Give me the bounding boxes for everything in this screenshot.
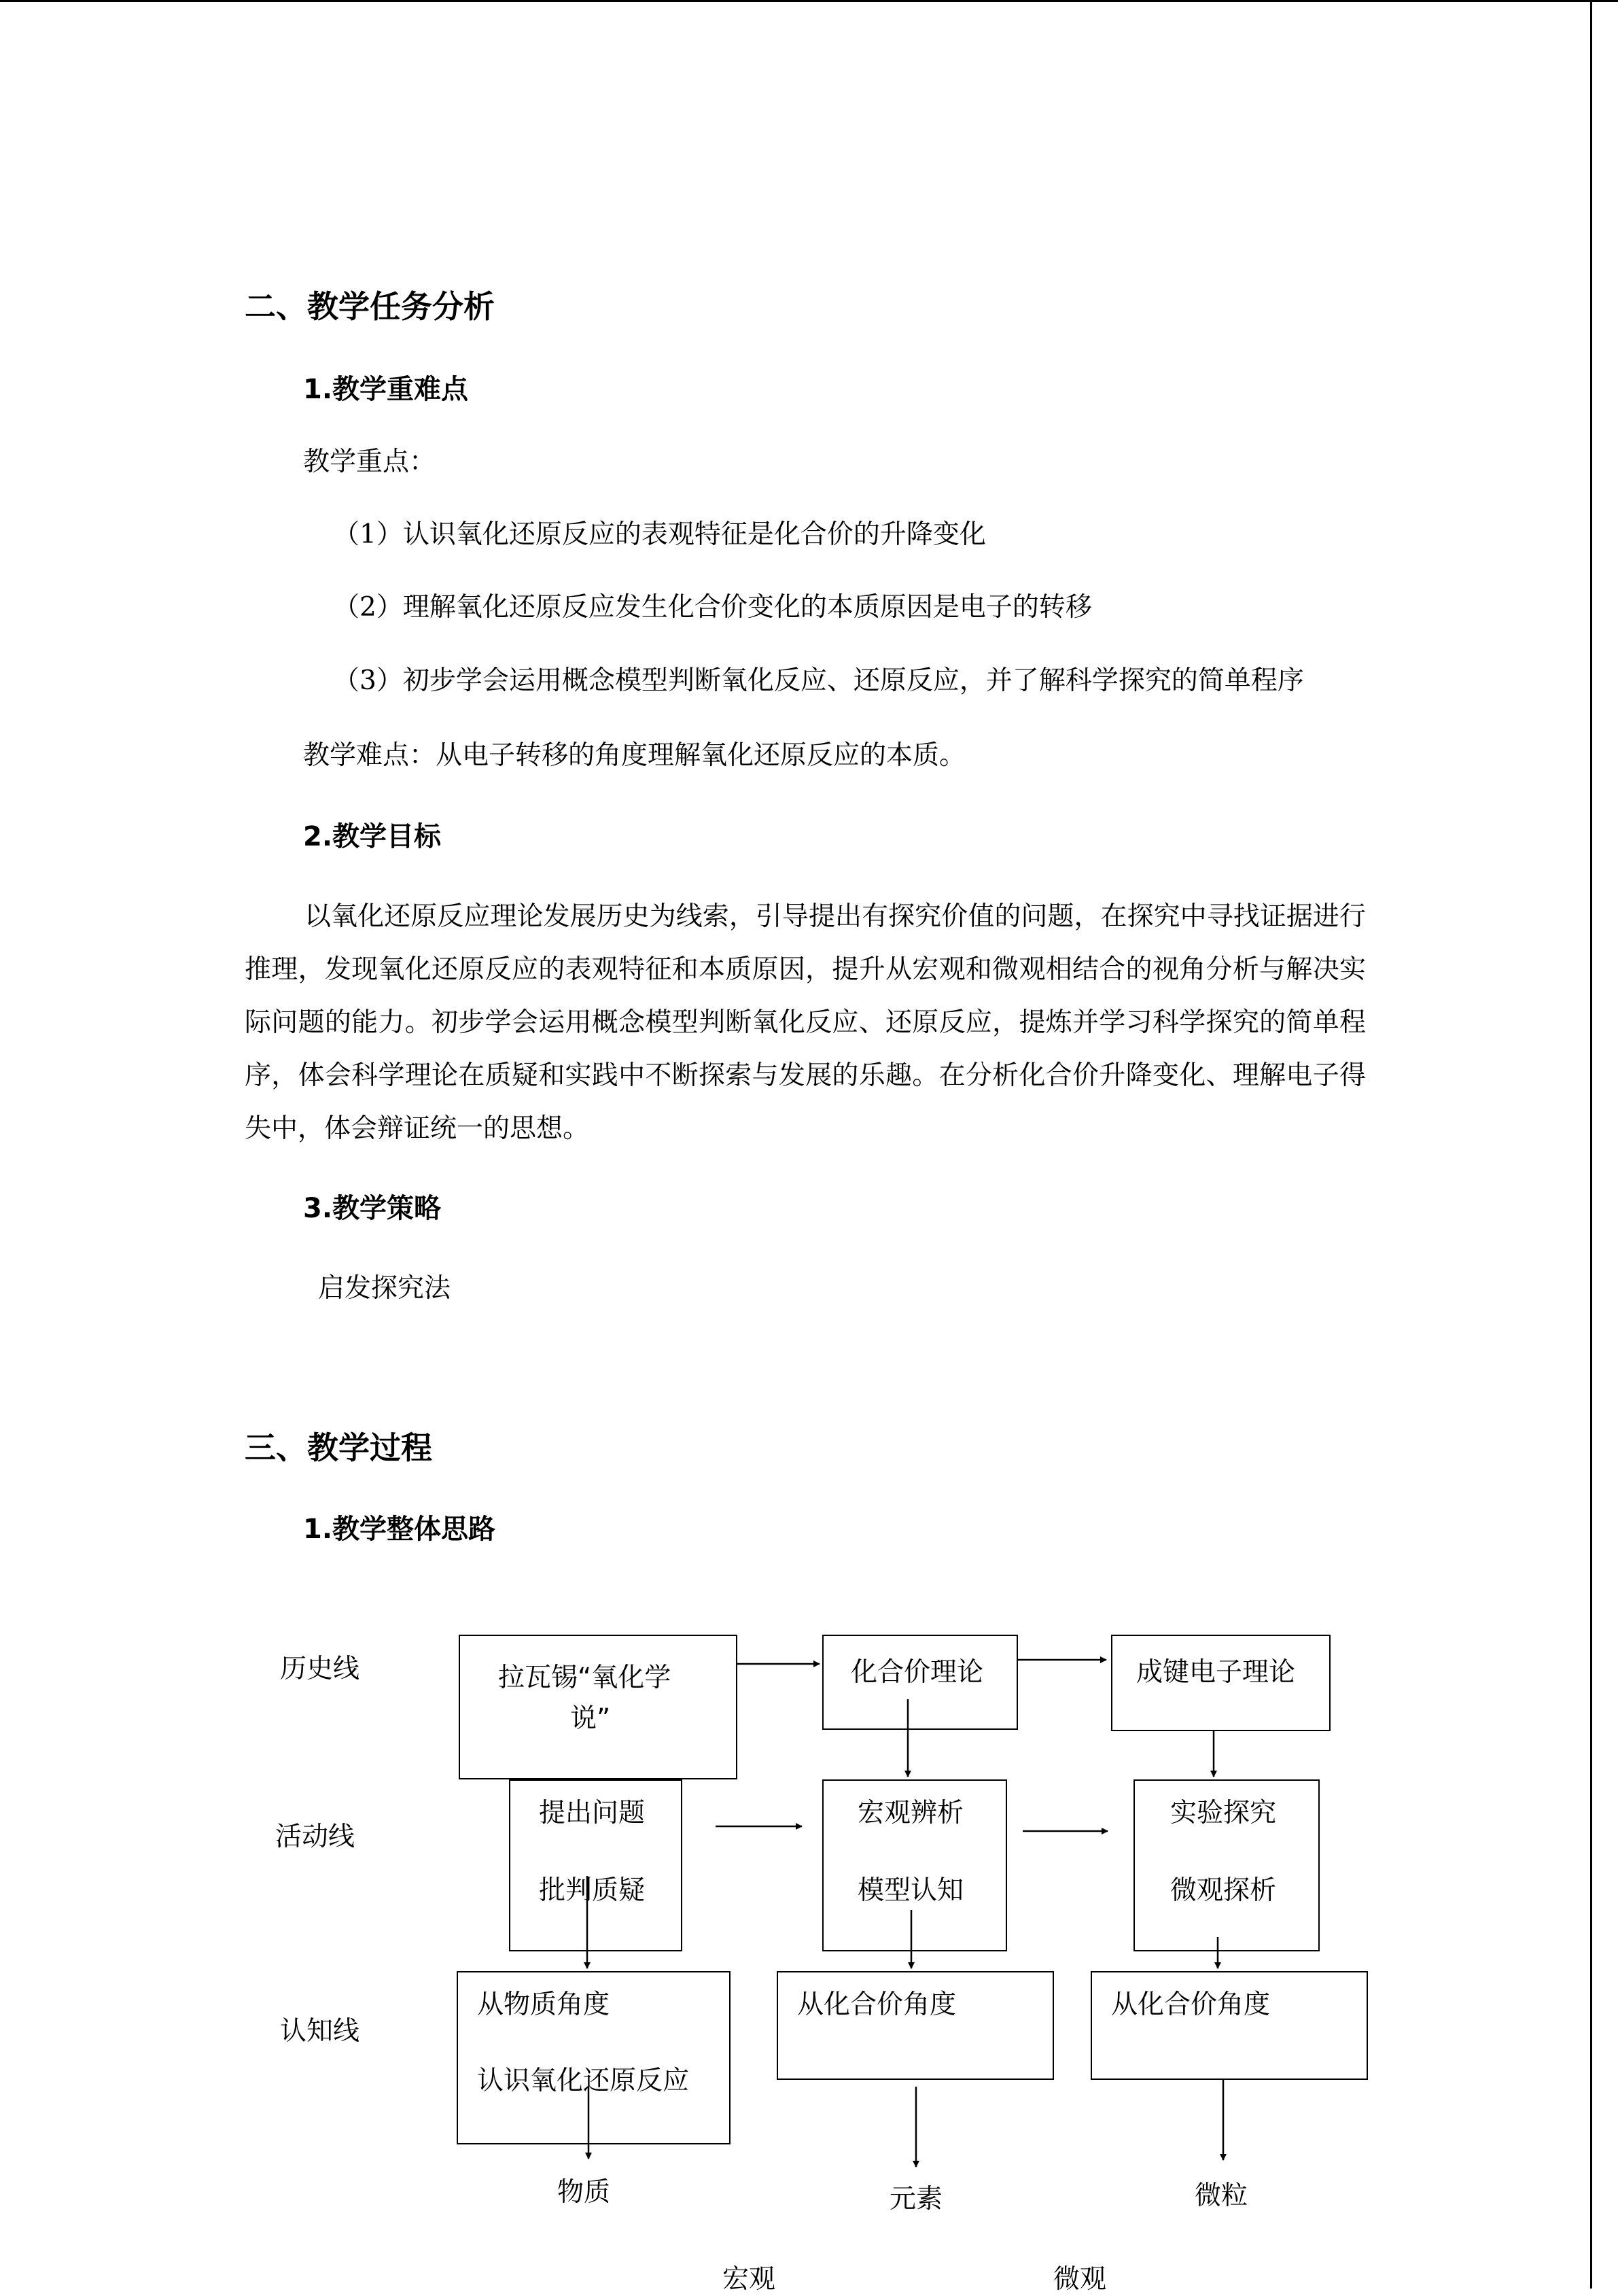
subheading-key-difficulty: 1.教学重难点 — [303, 374, 469, 405]
box-valence-theory — [822, 1635, 1018, 1730]
box-text: 从化合价角度 — [797, 1989, 957, 2020]
box-text: 从物质角度 — [477, 1989, 610, 2020]
box-text: 微观探析 — [1170, 1875, 1277, 1906]
box-valence-perspective — [777, 1971, 1054, 2080]
box-macro-analysis-model — [822, 1779, 1007, 1951]
box-raise-questions-critique — [509, 1779, 682, 1951]
box-text: 宏观辨析 — [858, 1798, 964, 1828]
box-valence-perspective-2 — [1091, 1971, 1368, 2080]
box-text: 化合价理论 — [851, 1657, 984, 1688]
scale-label-micro: 微观 — [1053, 2264, 1107, 2295]
key-points-label: 教学重点： — [303, 447, 436, 477]
page-right-border — [1590, 0, 1592, 2289]
key-point-3: （3）初步学会运用概念模型判断氧化反应、还原反应，并了解科学探究的简单程序 — [333, 665, 1304, 696]
lane-label-activity: 活动线 — [275, 1822, 355, 1852]
section-2-heading: 二、教学任务分析 — [245, 288, 495, 325]
box-text: 成键电子理论 — [1136, 1657, 1296, 1688]
teaching-strategy-text: 启发探究法 — [318, 1273, 451, 1304]
lane-label-history: 历史线 — [280, 1654, 360, 1684]
box-experiment-micro-analysis — [1133, 1779, 1320, 1951]
box-text: 实验探究 — [1170, 1798, 1277, 1828]
subheading-teaching-strategy: 3.教学策略 — [303, 1193, 442, 1224]
teaching-goals-paragraph: 以氧化还原反应理论发展历史为线索，引导提出有探究价值的问题，在探究中寻找证据进行推理，发现氧化还原反应的表观特征和本质原因，提升从宏观和微观相结合的视角分析与解决实际问题的能力。初步学会运用概念模型判断氧化反应、还原反应，提炼并学习科学探究的简单程序，体会科学理论在质疑和实践中不断探索与发展的乐趣。在分析化合价升降变化、理解电子得失中，体会辩证统一的思想。 — [245, 901, 1366, 1144]
box-text: 认识氧化还原反应 — [477, 2066, 690, 2096]
subheading-teaching-goals: 2.教学目标 — [303, 821, 442, 852]
output-label-particle: 微粒 — [1195, 2180, 1248, 2211]
box-text: 说” — [570, 1703, 611, 1734]
lane-label-cognition: 认知线 — [280, 2016, 360, 2047]
box-bonding-electron-theory — [1111, 1635, 1331, 1731]
output-label-element: 元素 — [890, 2184, 943, 2214]
page-top-border — [0, 0, 1618, 2]
box-substance-perspective — [457, 1971, 731, 2144]
box-text: 模型认知 — [858, 1875, 964, 1906]
teaching-difficulty: 教学难点：从电子转移的角度理解氧化还原反应的本质。 — [303, 740, 966, 771]
box-text: 拉瓦锡“氧化学 — [498, 1663, 671, 1693]
section-3-heading: 三、教学过程 — [245, 1429, 432, 1466]
box-text: 批判质疑 — [539, 1875, 646, 1906]
key-point-2: （2）理解氧化还原反应发生化合价变化的本质原因是电子的转移 — [333, 592, 1092, 623]
box-text: 提出问题 — [539, 1798, 646, 1828]
output-label-substance: 物质 — [557, 2177, 611, 2208]
subheading-overall-approach: 1.教学整体思路 — [303, 1514, 496, 1545]
box-lavoisier-oxidation-theory — [459, 1635, 737, 1779]
key-point-1: （1）认识氧化还原反应的表观特征是化合价的升降变化 — [333, 519, 986, 550]
box-text: 从化合价角度 — [1111, 1989, 1271, 2020]
scale-label-macro: 宏观 — [722, 2264, 776, 2295]
